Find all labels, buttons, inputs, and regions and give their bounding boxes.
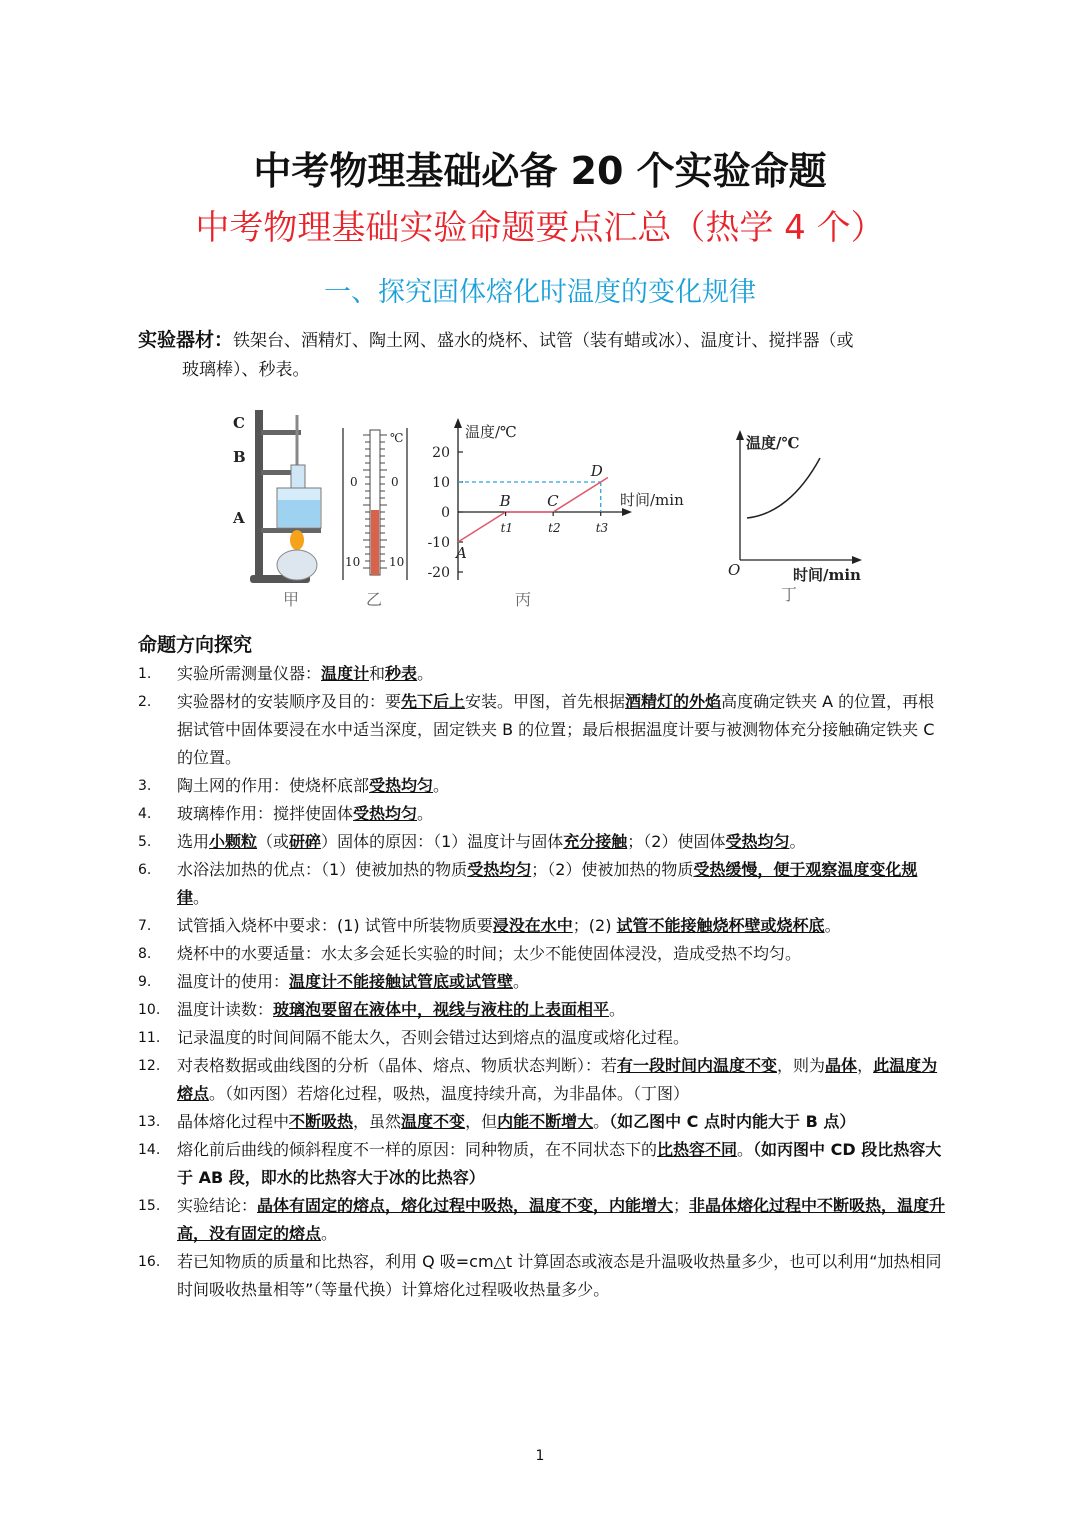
- caption-jia: 甲: [283, 590, 300, 609]
- chart-x-tick-label: t1: [500, 521, 514, 535]
- key-point: 有一段时间内温度不变: [617, 1056, 778, 1075]
- key-point: 玻璃泡要留在液体中，视线与液柱的上表面相平: [273, 1000, 610, 1019]
- key-point: 受热均匀: [353, 804, 418, 823]
- list-item: [138, 800, 948, 828]
- list-item-text: 温度计读数：: [177, 1000, 274, 1019]
- list-item-text: ，但: [465, 1112, 498, 1131]
- chart-y-label: 温度/℃: [465, 423, 517, 441]
- equipment-line1: 铁架台、酒精灯、陶土网、盛水的烧杯、试管（装有蜡或冰）、温度计、搅拌器（或: [233, 331, 854, 351]
- proposition-list: [138, 660, 948, 1304]
- caption-bing: 丙: [515, 590, 532, 609]
- equipment-paragraph: [138, 326, 948, 385]
- list-item-text: （或: [257, 832, 290, 851]
- list-item-text: 。: [193, 888, 210, 907]
- thermometer-tick-10-right: 10: [389, 555, 405, 569]
- list-item: [138, 856, 948, 912]
- list-item-text: 。: [737, 1140, 754, 1159]
- list-item-text: 选用: [177, 832, 210, 851]
- key-point: 不断吸热: [289, 1112, 354, 1131]
- list-item-text: 。: [789, 832, 806, 851]
- list-item-text: 熔化前后曲线的倾斜程度不一样的原因：同种物质，在不同状态下的: [177, 1140, 658, 1159]
- key-point: 受热均匀: [369, 776, 434, 795]
- key-point: 晶体: [825, 1056, 858, 1075]
- chart-point-label: D: [590, 462, 603, 480]
- key-point: 先下后上: [401, 692, 466, 711]
- key-point: 充分接触: [563, 832, 628, 851]
- list-item-number: 1.: [138, 666, 152, 682]
- thermometer-unit: ℃: [390, 431, 404, 445]
- key-point: 秒表: [385, 664, 418, 683]
- ding-x-label: 时间/min: [793, 566, 861, 584]
- thermometer-tick-0-left: 0: [350, 475, 358, 489]
- list-item: [138, 772, 948, 800]
- key-point: 温度计不能接触试管底或试管壁: [289, 972, 514, 991]
- list-item-text: （如丙图中 CD 段比热容大于 AB 段，即水的比热容大于冰的比热容）: [177, 1140, 942, 1187]
- list-item: [138, 1108, 948, 1136]
- thermometer-tick-0-right: 0: [391, 475, 399, 489]
- list-item-text: 。: [824, 916, 841, 935]
- list-item-number: 6.: [138, 862, 152, 878]
- page-title: 中考物理基础必备 20 个实验命题: [253, 149, 827, 193]
- list-item-text: 水浴法加热的优点：（1）使被加热的物质: [177, 860, 468, 879]
- figure-jia-apparatus: [232, 410, 321, 609]
- equipment-line2: 玻璃棒）、秒表。: [182, 360, 310, 380]
- list-item: [138, 996, 948, 1024]
- chart-x-tick-label: t3: [595, 521, 609, 535]
- list-item-number: 4.: [138, 806, 152, 822]
- list-item-text: 安装。甲图，首先根据: [465, 692, 626, 711]
- list-item-text: 实验器材的安装顺序及目的：要: [177, 692, 402, 711]
- thermometer-tick-10-left: 10: [345, 555, 361, 569]
- list-item-number: 16.: [138, 1254, 161, 1270]
- chart-y-tick-label: 10: [432, 475, 450, 491]
- key-point: 此温度为熔点: [177, 1056, 938, 1103]
- label-b: B: [233, 448, 246, 466]
- list-item-text: ；（2）使固体: [627, 832, 726, 851]
- list-item-text: 。（如丙图）若熔化过程，吸热，温度持续升高，为非晶体。（丁图）: [209, 1084, 690, 1103]
- figures-svg: [225, 400, 885, 615]
- list-item: [138, 1192, 948, 1248]
- list-item: [138, 1248, 948, 1304]
- chart-y-tick-label: 20: [432, 445, 450, 461]
- chart-y-tick-label: 0: [441, 505, 450, 521]
- list-item-text: 晶体熔化过程中: [177, 1112, 290, 1131]
- label-a: A: [233, 509, 245, 527]
- list-item: [138, 1052, 948, 1108]
- list-item-number: 5.: [138, 834, 152, 850]
- list-item-number: 9.: [138, 974, 152, 990]
- list-item-text: 试管插入烧杯中要求：(1) 试管中所装物质要: [177, 916, 493, 935]
- list-item-text: （如乙图中 C 点时内能大于 B 点）: [609, 1112, 856, 1131]
- key-point: 酒精灯的外焰: [625, 692, 722, 711]
- list-item-text: 记录温度的时间间隔不能太久，否则会错过达到熔点的温度或熔化过程。: [177, 1028, 690, 1047]
- key-point: 小颗粒: [209, 832, 258, 851]
- list-item-text: ）固体的原因：（1）温度计与固体: [321, 832, 564, 851]
- key-point: 受热均匀: [467, 860, 532, 879]
- label-c: C: [233, 414, 245, 432]
- chart-point-label: A: [456, 544, 467, 562]
- list-item-text: 实验结论：: [177, 1196, 258, 1215]
- list-item: [138, 968, 948, 996]
- list-item: [138, 1136, 948, 1192]
- figure-ding-chart: [728, 430, 862, 604]
- equipment-label: 实验器材：: [138, 329, 234, 351]
- page-subtitle: 中考物理基础实验命题要点汇总（热学 4 个）: [195, 208, 885, 248]
- key-point: 研碎: [289, 832, 322, 851]
- list-item-text: 和: [369, 664, 386, 683]
- list-item-text: ，虽然: [353, 1112, 402, 1131]
- ding-origin: O: [728, 561, 741, 579]
- key-point: 试管不能接触烧杯壁或烧杯底: [616, 916, 825, 935]
- figure-bing-chart: [427, 418, 684, 609]
- list-item-number: 8.: [138, 946, 152, 962]
- list-item-text: 温度计的使用：: [177, 972, 290, 991]
- list-item-number: 11.: [138, 1030, 161, 1046]
- list-item-text: 。: [321, 1224, 338, 1243]
- list-item-text: 高度确定铁夹 A 的位置，再根据试管中固体要浸在水中适当深度，固定铁夹 B 的位置；最后根据温度计要与被测物体充分接触确定铁夹 C 的位置。: [177, 692, 935, 767]
- page-number: 1: [535, 1448, 545, 1464]
- list-item-text: 实验所需测量仪器：: [177, 664, 322, 683]
- key-point: 非晶体熔化过程中不断吸热，温度升高，没有固定的熔点: [177, 1196, 946, 1243]
- key-point: 温度不变: [401, 1112, 466, 1131]
- list-item-text: 对表格数据或曲线图的分析（晶体、熔点、物质状态判断）：若: [177, 1056, 618, 1075]
- list-item-number: 2.: [138, 694, 152, 710]
- key-point: 受热均匀: [725, 832, 790, 851]
- list-item-text: ；(2): [572, 916, 617, 935]
- list-item-text: ；（2）使被加热的物质: [531, 860, 694, 879]
- chart-point-label: C: [547, 492, 559, 510]
- key-point: 晶体有固定的熔点，熔化过程中吸热，温度不变，内能增大: [257, 1196, 674, 1215]
- key-point: 浸没在水中: [492, 916, 573, 935]
- caption-yi: 乙: [366, 590, 383, 609]
- list-item-text: 。: [417, 664, 434, 683]
- key-point: 受热缓慢，便于观察温度变化规律: [177, 860, 918, 907]
- chart-y-tick-label: -20: [427, 565, 450, 581]
- chart-x-label: 时间/min: [620, 491, 684, 509]
- chart-point-label: B: [499, 492, 511, 510]
- list-item-text: 。: [609, 1000, 626, 1019]
- section-title: 一、探究固体熔化时温度的变化规律: [324, 277, 756, 308]
- list-item-text: 烧杯中的水要适量：水太多会延长实验的时间；太少不能使固体浸没，造成受热不均匀。: [177, 944, 802, 963]
- list-item-number: 15.: [138, 1198, 161, 1214]
- list-item-number: 13.: [138, 1114, 161, 1130]
- list-item-number: 12.: [138, 1058, 161, 1074]
- key-point: 比热容不同: [657, 1140, 738, 1159]
- list-item-text: 。: [593, 1112, 610, 1131]
- list-item-number: 14.: [138, 1142, 161, 1158]
- list-item: [138, 688, 948, 772]
- list-item-text: 。: [433, 776, 450, 795]
- ding-y-label: 温度/℃: [746, 434, 800, 452]
- chart-x-tick-label: t2: [548, 521, 561, 535]
- list-item: [138, 1024, 948, 1052]
- list-item-text: 。: [513, 972, 530, 991]
- list-item: [138, 660, 948, 688]
- key-point: 温度计: [321, 664, 370, 683]
- list-item-text: 。: [417, 804, 434, 823]
- list-item-text: 玻璃棒作用：搅拌使固体: [177, 804, 354, 823]
- list-item-text: ，则为: [777, 1056, 826, 1075]
- list-item-text: 若已知物质的质量和比热容，利用 Q 吸=cm△t 计算固态或液态是升温吸收热量多少，也可以利用“加热相同时间吸收热量相等”（等量代换）计算熔化过程吸收热量多少。: [177, 1252, 942, 1299]
- caption-ding: 丁: [781, 585, 798, 604]
- list-item-text: ；: [673, 1196, 690, 1215]
- list-item: [138, 940, 948, 968]
- list-item: [138, 912, 948, 940]
- list-item: [138, 828, 948, 856]
- list-item-text: 陶土网的作用：使烧杯底部: [177, 776, 370, 795]
- section-heading: 命题方向探究: [138, 634, 253, 656]
- chart-series-line: [458, 478, 608, 543]
- list-item-number: 3.: [138, 778, 152, 794]
- ding-curve: [747, 458, 820, 518]
- figure-row: [225, 400, 885, 615]
- chart-y-tick-label: -10: [427, 535, 450, 551]
- list-item-number: 10.: [138, 1002, 161, 1018]
- list-item-number: 7.: [138, 918, 152, 934]
- key-point: 内能不断增大: [497, 1112, 594, 1131]
- figure-yi-thermometer: [343, 428, 407, 609]
- list-item-text: ，: [857, 1056, 874, 1075]
